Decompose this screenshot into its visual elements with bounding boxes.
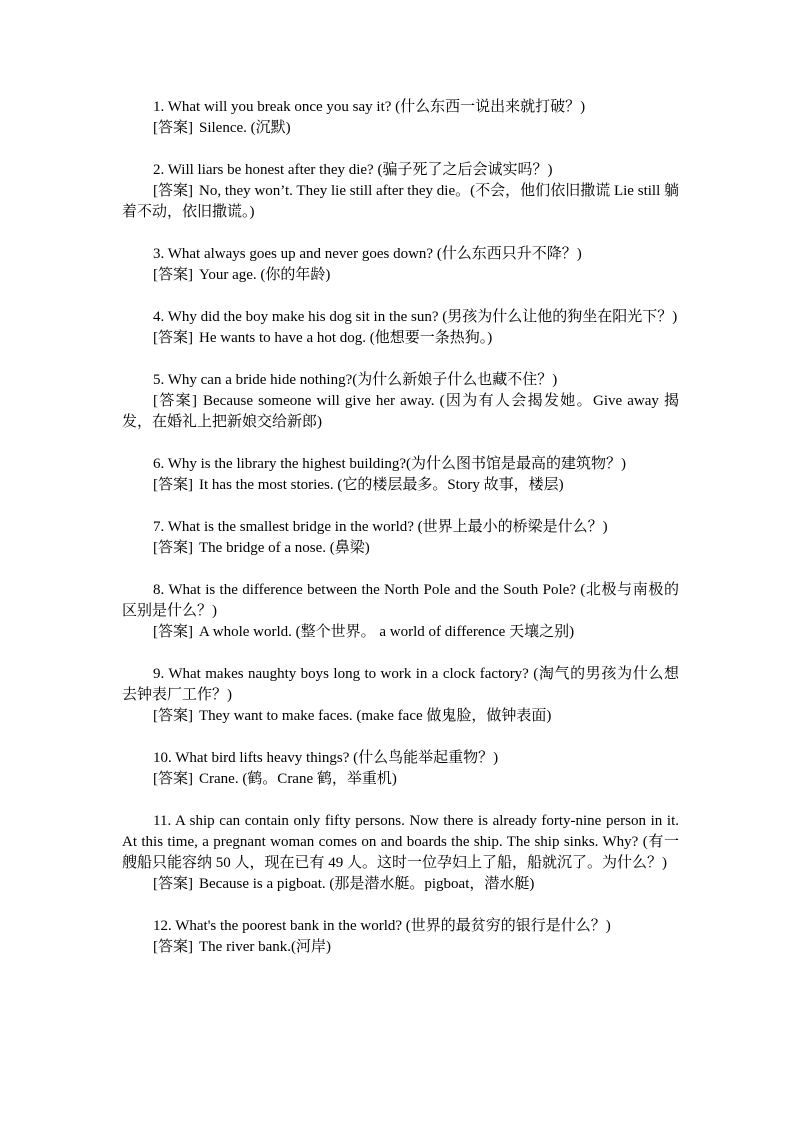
- answer-text: The river bank.(河岸): [199, 939, 332, 955]
- riddle-12: [122, 916, 679, 958]
- riddle-11: [122, 811, 679, 895]
- answer-text: A whole world. (整个世界。 a world of difference 天壤之别): [199, 624, 575, 640]
- question: 12. What's the poorest bank in the world? (世界的最贫穷的银行是什么？): [153, 918, 611, 934]
- answer-text: He wants to have a hot dog. (他想要一条热狗。): [199, 330, 493, 346]
- question: 1. What will you break once you say it? (什么东西一说出来就打破？): [153, 99, 586, 115]
- question: 9. What makes naughty boys long to work in a clock factory? (淘气的男孩为什么想去钟表厂工作？): [122, 666, 679, 703]
- answer-text: The bridge of a nose. (鼻梁): [199, 540, 370, 556]
- question: 4. Why did the boy make his dog sit in the sun? (男孩为什么让他的狗坐在阳光下？): [153, 309, 678, 325]
- answer: [122, 265, 679, 286]
- answer: [122, 874, 679, 895]
- answer: [122, 706, 679, 727]
- answer-text: Because someone will give her away. (因为有人会揭发她。Give away 揭发，在婚礼上把新娘交给新郎): [122, 393, 679, 430]
- riddle-6: [122, 454, 679, 496]
- answer: [122, 475, 679, 496]
- riddle-10: [122, 748, 679, 790]
- answer: [122, 328, 679, 349]
- answer-text: Crane. (鹤。Crane 鹤，举重机): [199, 771, 397, 787]
- answer-tag: [答案]: [153, 708, 193, 724]
- answer: [122, 538, 679, 559]
- answer: [122, 391, 679, 433]
- riddle-7: [122, 517, 679, 559]
- answer-tag: [答案]: [153, 477, 193, 493]
- answer-text: Silence. (沉默): [199, 120, 291, 136]
- answer: [122, 622, 679, 643]
- question: 2. Will liars be honest after they die? (骗子死了之后会诚实吗？): [153, 162, 553, 178]
- question: 6. Why is the library the highest building?(为什么图书馆是最高的建筑物？): [153, 456, 627, 472]
- riddle-8: [122, 580, 679, 643]
- answer-tag: [答案]: [153, 330, 193, 346]
- answer-tag: [答案]: [153, 876, 193, 892]
- answer: [122, 118, 679, 139]
- answer-tag: [答案]: [153, 624, 193, 640]
- riddle-5: [122, 370, 679, 433]
- answer-text: They want to make faces. (make face 做鬼脸，做钟表面): [199, 708, 552, 724]
- answer-tag: [答案]: [153, 393, 198, 409]
- question: 10. What bird lifts heavy things? (什么鸟能举起重物？): [153, 750, 499, 766]
- riddle-3: [122, 244, 679, 286]
- document-page: [122, 97, 679, 979]
- question: 3. What always goes up and never goes down? (什么东西只升不降？): [153, 246, 582, 262]
- riddle-1: [122, 97, 679, 139]
- answer-tag: [答案]: [153, 120, 193, 136]
- answer-tag: [答案]: [153, 267, 193, 283]
- riddle-9: [122, 664, 679, 727]
- answer-text: Because is a pigboat. (那是潜水艇。pigboat，潜水艇): [199, 876, 535, 892]
- answer: [122, 937, 679, 958]
- riddle-4: [122, 307, 679, 349]
- answer-tag: [答案]: [153, 540, 193, 556]
- riddle-2: [122, 160, 679, 223]
- answer-text: It has the most stories. (它的楼层最多。Story 故事，楼层): [199, 477, 564, 493]
- answer-tag: [答案]: [153, 183, 194, 199]
- question: 8. What is the difference between the North Pole and the South Pole? (北极与南极的区别是什么？): [122, 582, 679, 619]
- answer-text: Your age. (你的年龄): [199, 267, 331, 283]
- answer-text: No, they won’t. They lie still after they die。(不会，他们依旧撒谎 Lie still 躺着不动，依旧撒谎。): [122, 183, 679, 220]
- answer-tag: [答案]: [153, 939, 193, 955]
- answer: [122, 181, 679, 223]
- answer-tag: [答案]: [153, 771, 193, 787]
- question: 7. What is the smallest bridge in the world? (世界上最小的桥梁是什么？): [153, 519, 608, 535]
- answer: [122, 769, 679, 790]
- question: 5. Why can a bride hide nothing?(为什么新娘子什么也藏不住？): [153, 372, 558, 388]
- question: 11. A ship can contain only fifty persons. Now there is already forty-nine person in it. At this time, a pregnant woman comes on and boards the ship. The ship sinks. Why? (有一艘船只能容纳 50 人，现在已有 49 人。这时一位孕妇上了船，船就沉了。为什么？): [122, 813, 679, 871]
